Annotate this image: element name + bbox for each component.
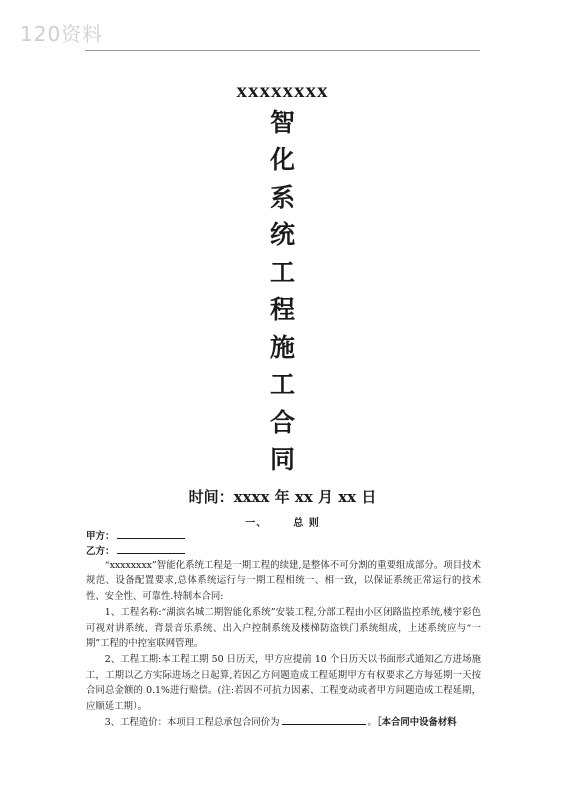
body-paragraph: 1、工程名称:“湖滨名城二期智能化系统”安装工程,分部工程由小区闭路监控系统,楼宇彩色可视对讲系统、背景音乐系统、出入户控制系统及楼梯防盗铁门系统组成，上述系统应与“一期”工程的中控室联网管理。 xyxy=(86,607,481,650)
contract-body xyxy=(86,558,481,731)
party-b-line xyxy=(86,543,185,557)
title-char: 统 xyxy=(269,220,295,249)
section-heading xyxy=(0,514,565,529)
document-code: xxxxxxxx xyxy=(236,78,329,102)
title-char: 化 xyxy=(269,145,295,174)
title-char: 智 xyxy=(269,108,295,137)
party-b-blank xyxy=(117,544,185,554)
title-char: 施 xyxy=(269,333,295,362)
contract-date: 时间：xxxx 年 xx 月 xx 日 xyxy=(188,488,377,506)
price-clause-stop: 。 xyxy=(367,717,377,729)
price-clause-bold: ［本合同中设备材料 xyxy=(376,717,457,729)
price-blank xyxy=(282,715,366,725)
party-a-blank xyxy=(117,529,185,539)
title-char: 工 xyxy=(269,370,295,399)
section-title: 总 则 xyxy=(293,518,320,529)
title-char: 系 xyxy=(269,183,295,212)
header-divider xyxy=(85,50,480,51)
price-clause-lead: 3、工程造价：本项目工程总承包合同价为 xyxy=(104,717,280,729)
watermark-logo: 120资料 xyxy=(20,22,104,46)
party-a-line xyxy=(86,528,185,542)
body-paragraph: “xxxxxxxx”智能化系统工程是一期工程的续建,是整体不可分割的重要组成部分。项目技术规范、设备配置要求,总体系统运行与一期工程相统一、相一致，以保证系统正常运行的技术性、安全性、可靠性.特制本合同: xyxy=(86,560,481,602)
title-char: 工 xyxy=(269,258,295,287)
price-clause xyxy=(86,715,481,730)
body-paragraph: 2、工程工期:本工程工期 50 日历天，甲方应提前 10 个日历天以书面形式通知乙方进场施工，工期以乙方实际进场之日起算,若因乙方问题造成工程延期甲方有权要求乙方每延期一天按合同总金额的 0.1%进行赔偿。(注:若因不可抗力因素、工程变动或者甲方问题造成工程延期，应顺延工期）。 xyxy=(86,654,481,712)
party-a-label: 甲方： xyxy=(86,531,115,542)
title-char: 合 xyxy=(269,408,295,437)
title-char: 同 xyxy=(269,445,295,474)
title-char: 程 xyxy=(269,295,295,324)
party-b-label: 乙方： xyxy=(86,546,115,557)
section-number: 一、 xyxy=(245,518,268,529)
